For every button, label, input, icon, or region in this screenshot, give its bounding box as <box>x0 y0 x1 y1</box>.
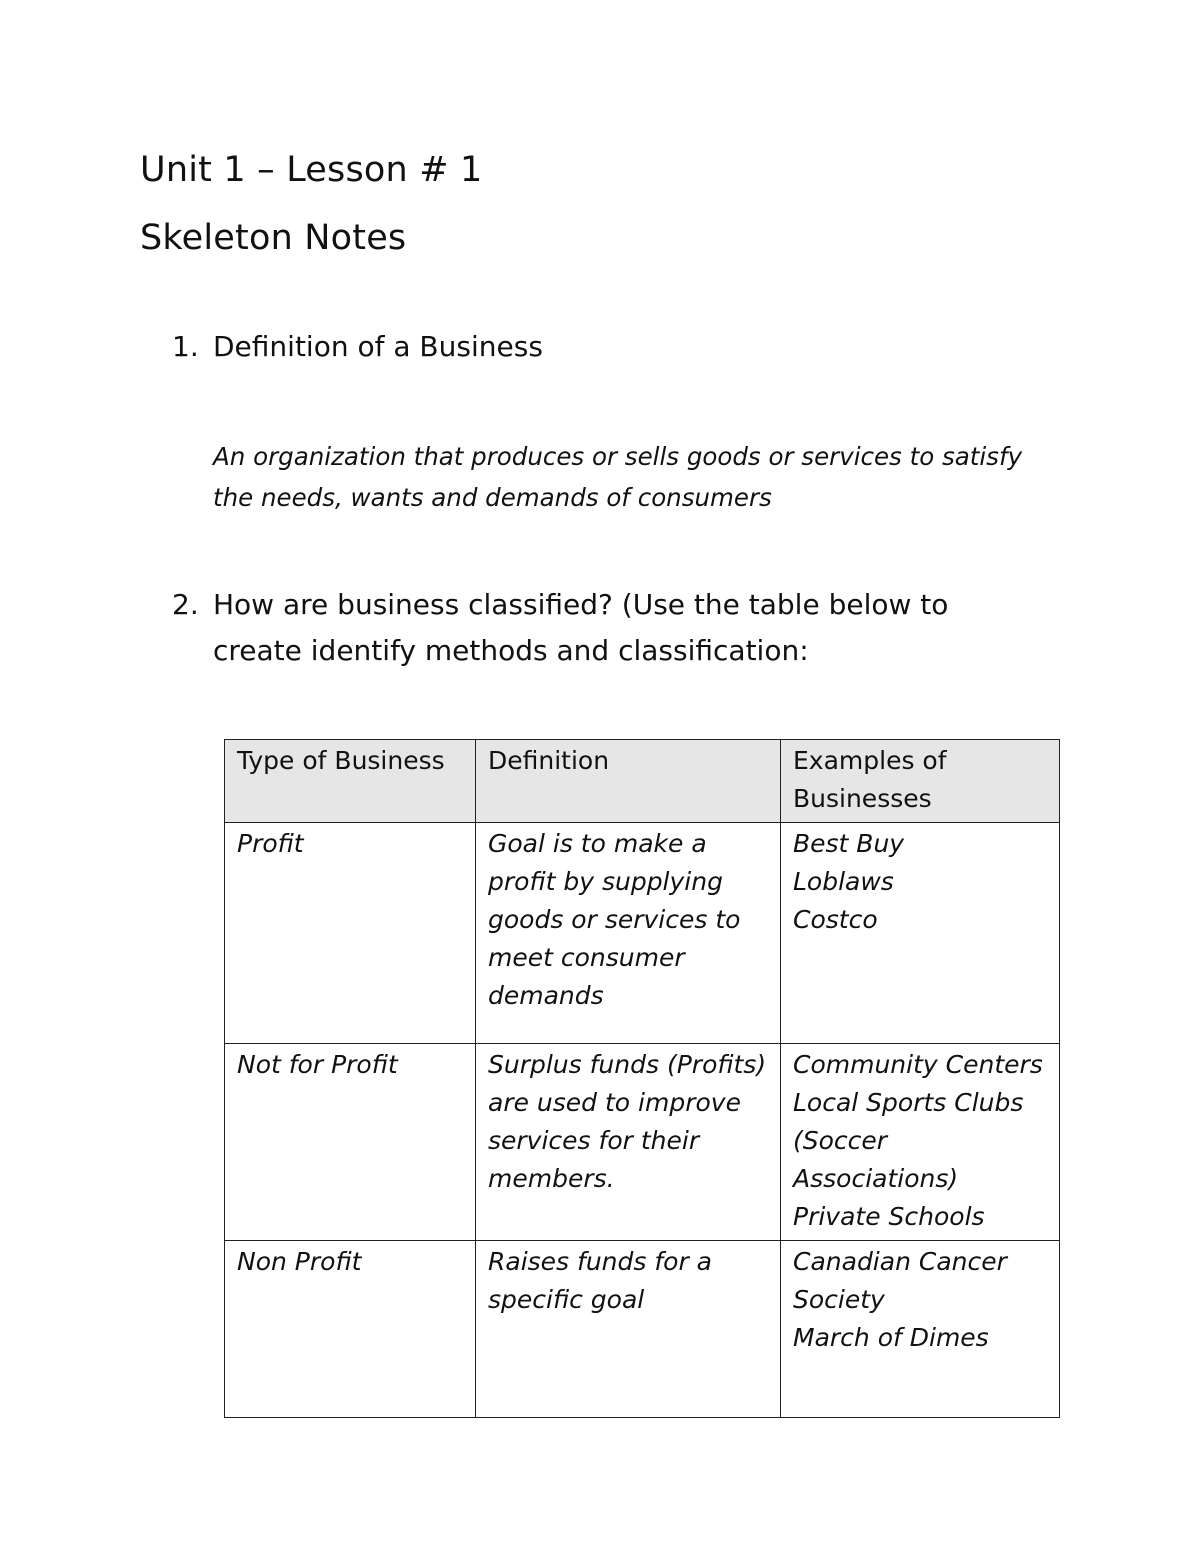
cell-type: Non Profit <box>225 1241 476 1418</box>
example-item: Community Centers <box>793 1050 1043 1079</box>
table-row <box>225 823 1060 1044</box>
cell-examples <box>781 823 1060 1044</box>
cell-definition: Raises funds for a specific goal <box>476 1241 781 1418</box>
header-examples: Examples of Businesses <box>781 740 1060 823</box>
example-item: March of Dimes <box>793 1323 989 1352</box>
example-item: Loblaws <box>793 867 894 896</box>
question-1-answer: An organization that produces or sells goods or services to satisfy the needs, wants and demands of consumers <box>213 442 1023 512</box>
question-1-number: 1. <box>172 330 199 363</box>
table-header-row <box>225 740 1060 823</box>
question-1-text: Definition of a Business <box>213 330 543 363</box>
question-2-number: 2. <box>172 588 199 621</box>
cell-definition: Surplus funds (Profits) are used to improve services for their members. <box>476 1044 781 1241</box>
header-definition: Definition <box>476 740 781 823</box>
example-item: Costco <box>793 905 878 934</box>
cell-examples <box>781 1241 1060 1418</box>
page-subtitle: Skeleton Notes <box>140 218 407 258</box>
example-item: Private Schools <box>793 1202 985 1231</box>
cell-type: Not for Profit <box>225 1044 476 1241</box>
table-row <box>225 1241 1060 1418</box>
page-title: Unit 1 – Lesson # 1 <box>140 150 483 190</box>
business-classification-table <box>224 739 1060 1418</box>
cell-definition: Goal is to make a profit by supplying goods or services to meet consumer demands <box>476 823 781 1044</box>
cell-type: Profit <box>225 823 476 1044</box>
question-2-text: How are business classified? (Use the table below to create identify methods and classification: <box>213 588 949 667</box>
cell-examples <box>781 1044 1060 1241</box>
table-row <box>225 1044 1060 1241</box>
example-item: Canadian Cancer Society <box>793 1247 1007 1314</box>
example-item: Local Sports Clubs (Soccer Associations) <box>793 1088 1024 1193</box>
example-item: Best Buy <box>793 829 905 858</box>
header-type-of-business: Type of Business <box>225 740 476 823</box>
